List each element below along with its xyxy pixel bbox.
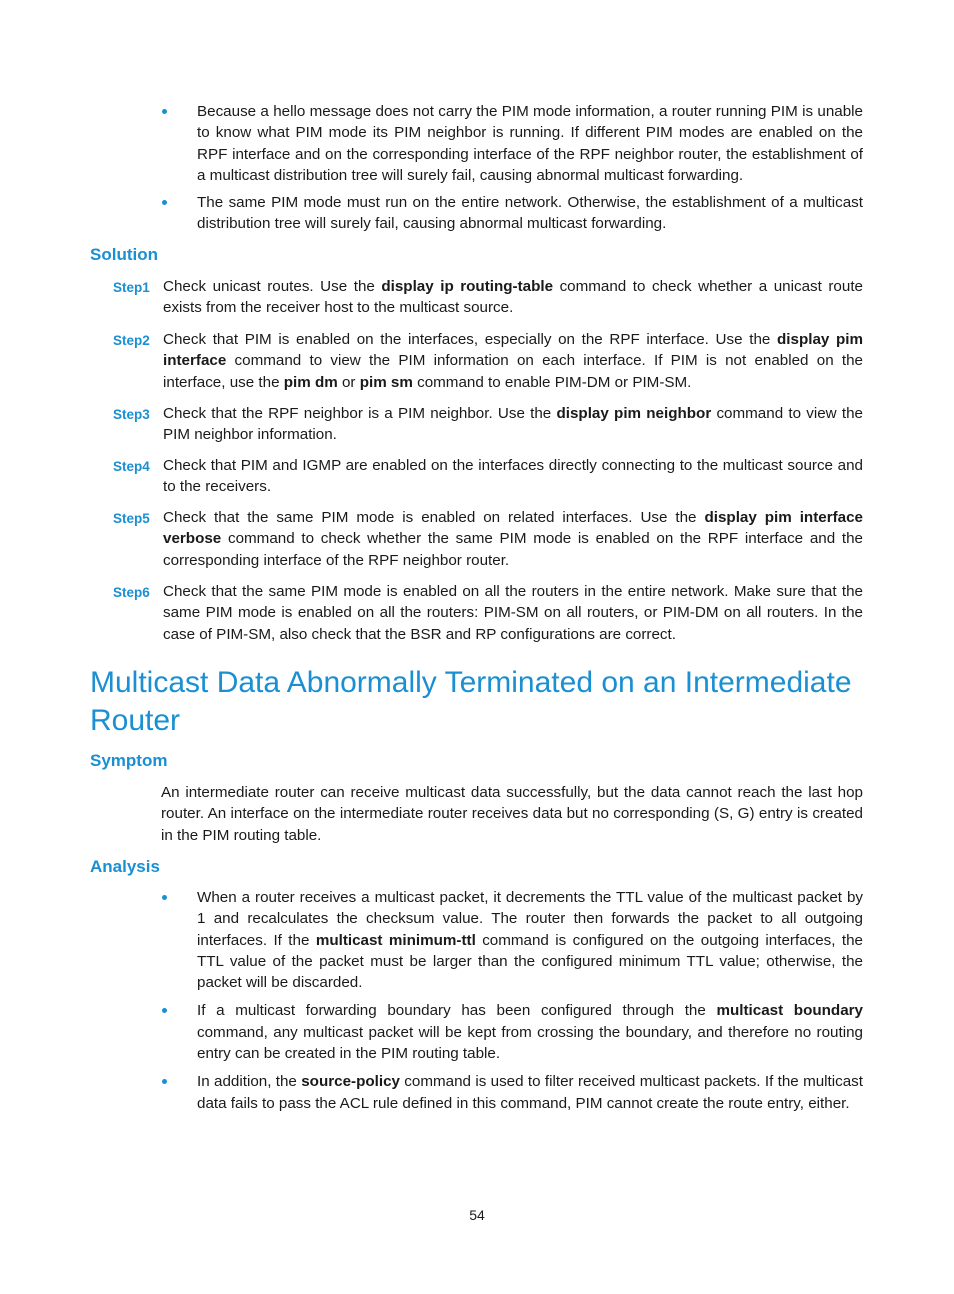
step-text: Check that PIM is enabled on the interfaces, especially on the RPF interface. Use the display pim interface command to view the PIM information on each interface. If PIM is not enabled on the interface, use the pim dm or pim sm command to enable PIM-DM or PIM-SM.: [163, 331, 863, 391]
step-label: Step3: [113, 407, 150, 422]
step-label: Step6: [113, 585, 150, 600]
step-text: Check that the same PIM mode is enabled on all the routers in the entire network. Make sure that the same PIM mode is enabled on all the routers: PIM-SM on all routers, or PIM-DM on all routers. In the case of PIM-SM, also check that the BSR and RP configurations are correct.: [163, 583, 863, 643]
bullet-icon: [162, 200, 167, 205]
step-5: [113, 507, 863, 571]
section-title: Multicast Data Abnormally Terminated on an Intermediate Router: [90, 666, 852, 737]
list-item: If a multicast forwarding boundary has been configured through the multicast boundary command, any multicast packet will be kept from crossing the boundary, and therefore no routing entry can be created in the PIM routing table.: [162, 1000, 863, 1064]
step-label: Step5: [113, 511, 150, 526]
step-1: [113, 276, 863, 319]
analysis-bullet-list: [162, 887, 863, 1114]
list-item: The same PIM mode must run on the entire network. Otherwise, the establishment of a multicast distribution tree will surely fail, causing abnormal multicast forwarding.: [162, 192, 863, 235]
top-bullet-list: [162, 101, 863, 235]
step-text: Check unicast routes. Use the display ip routing-table command to check whether a unicast route exists from the receiver host to the multicast source.: [163, 278, 863, 317]
symptom-paragraph: An intermediate router can receive multicast data successfully, but the data cannot reach the last hop router. An interface on the intermediate router receives data but no corresponding (S, G) entry is created in the PIM routing table.: [161, 784, 863, 844]
analysis-heading: Analysis: [90, 857, 160, 876]
bullet-icon: [162, 1008, 167, 1013]
bullet-icon: [162, 109, 167, 114]
solution-heading: Solution: [90, 245, 158, 264]
step-label: Step4: [113, 459, 150, 474]
step-label: Step1: [113, 280, 150, 295]
step-4: [113, 455, 863, 498]
step-2: [113, 329, 863, 393]
step-text: Check that the same PIM mode is enabled on related interfaces. Use the display pim interface verbose command to check whether the same PIM mode is enabled on the RPF interface and the corresponding interface of the RPF neighbor router.: [163, 509, 864, 569]
list-item: When a router receives a multicast packet, it decrements the TTL value of the multicast packet by 1 and recalculates the checksum value. The router then forwards the packet to all outgoing interfaces. If the multicast minimum-ttl command is configured on the outgoing interfaces, the TTL value of the packet must be larger than the configured minimum TTL value; otherwise, the packet will be discarded.: [162, 887, 863, 993]
list-item: In addition, the source-policy command is used to filter received multicast packets. If the multicast data fails to pass the ACL rule defined in this command, PIM cannot create the route entry, either.: [162, 1071, 863, 1114]
list-item: Because a hello message does not carry the PIM mode information, a router running PIM is unable to know what PIM mode its PIM neighbor is running. If different PIM modes are enabled on the RPF interface and on the corresponding interface of the RPF neighbor router, the establishment of a multicast distribution tree will surely fail, causing abnormal multicast forwarding.: [162, 101, 863, 186]
page-number: 54: [469, 1207, 485, 1223]
step-text: Check that the RPF neighbor is a PIM neighbor. Use the display pim neighbor command to view the PIM neighbor information.: [163, 405, 863, 444]
step-3: [113, 403, 863, 446]
step-text: Check that PIM and IGMP are enabled on the interfaces directly connecting to the multicast source and to the receivers.: [163, 457, 863, 496]
bullet-icon: [162, 1079, 167, 1084]
step-6: [113, 581, 863, 645]
step-label: Step2: [113, 333, 150, 348]
symptom-heading: Symptom: [90, 751, 168, 770]
bullet-icon: [162, 895, 167, 900]
